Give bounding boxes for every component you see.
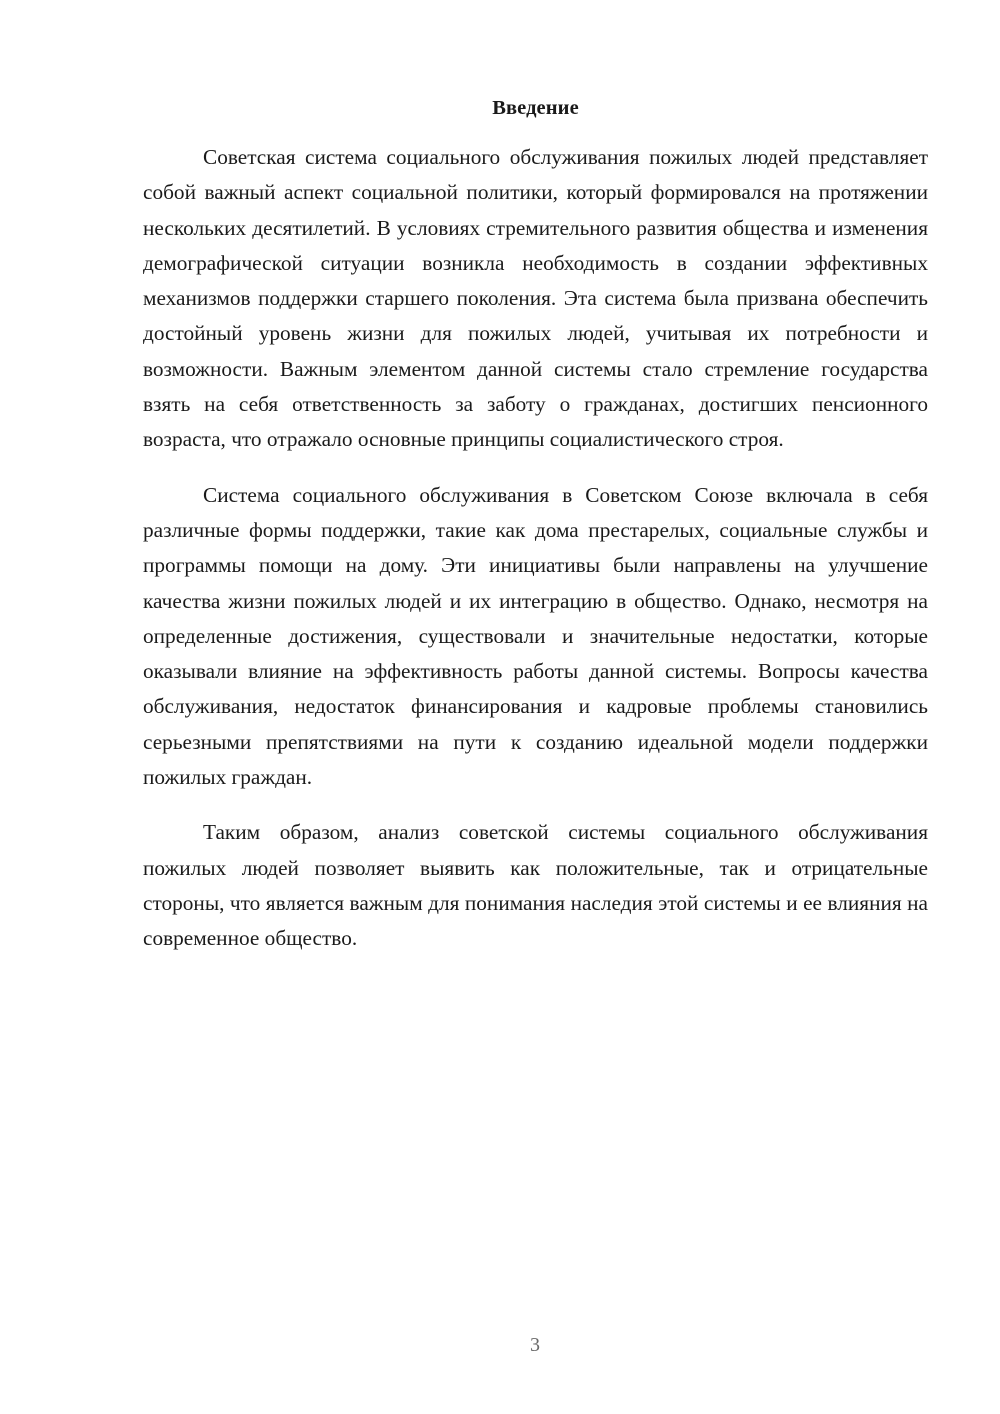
paragraph-3: Таким образом, анализ советской системы социального обслуживания пожилых людей позволяет выявить как положительные, так и отрицательные стороны, что является важным для понимания наследия этой системы и ее влияния на современное общество. <box>143 820 928 951</box>
paragraph-1: Советская система социального обслуживания пожилых людей представляет собой важный аспект социальной политики, который формировался на протяжении нескольких десятилетий. В условиях стремительного развития общества и изменения демографической ситуации возникла необходимость в создании эффективных механизмов поддержки старшего поколения. Эта система была призвана обеспечить достойный уровень жизни для пожилых людей, учитывая их потребности и возможности. Важным элементом данной системы стало стремление государства взять на себя ответственность за заботу о гражданах, достигших пенсионного возраста, что отражало основные принципы социалистического строя. <box>143 145 928 452</box>
page-content <box>143 94 928 977</box>
section-title: Введение <box>492 97 579 119</box>
page-number: 3 <box>530 1334 540 1356</box>
paragraph-2: Система социального обслуживания в Советском Союзе включала в себя различные формы поддержки, такие как дома престарелых, социальные службы и программы помощи на дому. Эти инициативы были направлены на улучшение качества жизни пожилых людей и их интеграцию в общество. Однако, несмотря на определенные достижения, существовали и значительные недостатки, которые оказывали влияние на эффективность работы данной системы. Вопросы качества обслуживания, недостаток финансирования и кадровые проблемы становились серьезными препятствиями на пути к созданию идеальной модели поддержки пожилых граждан. <box>143 482 928 790</box>
